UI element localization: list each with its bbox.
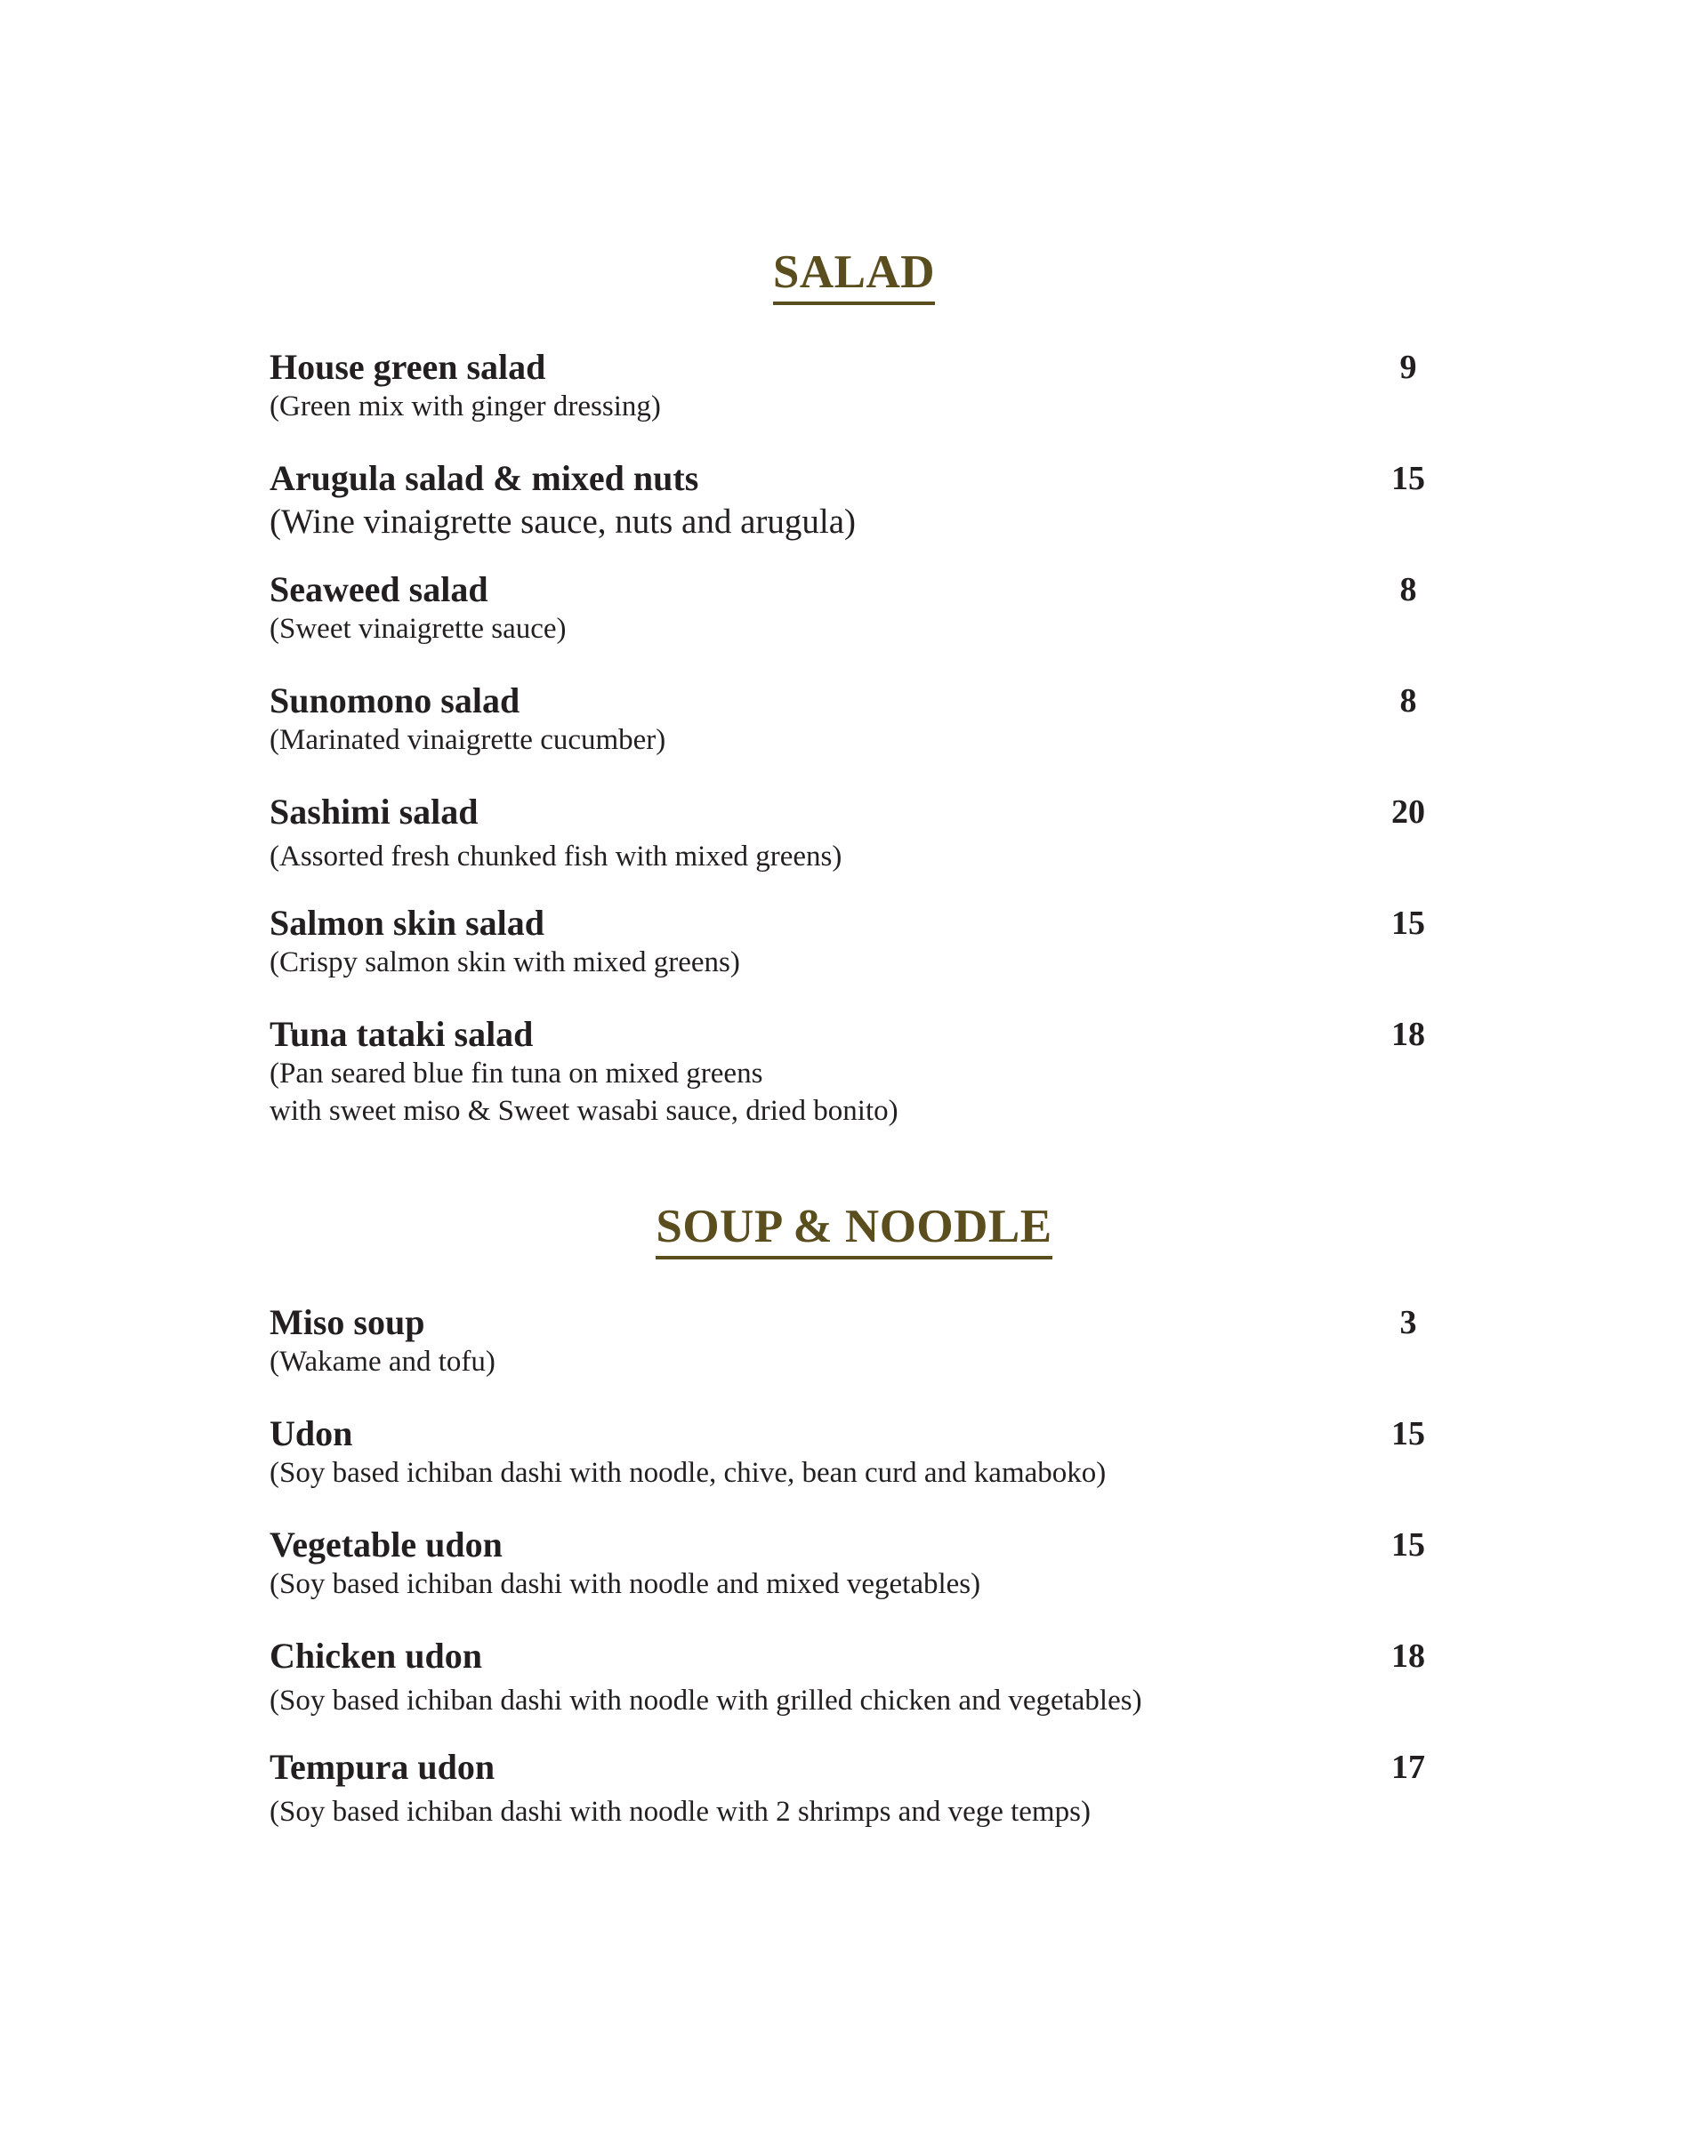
- menu-item: [270, 1747, 1444, 1830]
- menu-item: [270, 1524, 1444, 1603]
- item-price: 15: [1391, 460, 1425, 497]
- item-description: (Crispy salmon skin with mixed greens): [270, 946, 740, 978]
- item-name: Chicken udon: [270, 1636, 482, 1676]
- menu-item: [270, 792, 1444, 875]
- item-description: (Sweet vinaigrette sauce): [270, 613, 567, 645]
- item-name: Salmon skin salad: [270, 903, 545, 943]
- item-description: (Wakame and tofu): [270, 1346, 495, 1378]
- menu-item: [270, 903, 1444, 981]
- item-price: 3: [1399, 1304, 1417, 1341]
- item-name: Sunomono salad: [270, 680, 520, 720]
- item-description: (Marinated vinaigrette cucumber): [270, 724, 666, 756]
- item-description-line-2: with sweet miso & Sweet wasabi sauce, dried bonito): [270, 1095, 898, 1127]
- menu-item: [270, 347, 1444, 425]
- item-price: 17: [1391, 1749, 1425, 1786]
- item-price: 9: [1399, 349, 1417, 386]
- menu-item: [270, 680, 1444, 759]
- item-description: (Soy based ichiban dashi with noodle, chive, bean curd and kamaboko): [270, 1457, 1107, 1489]
- item-name: Miso soup: [270, 1302, 425, 1342]
- item-description: (Soy based ichiban dashi with noodle with 2 shrimps and vege temps): [270, 1796, 1091, 1828]
- item-price: 18: [1391, 1637, 1425, 1675]
- item-name: Tempura udon: [270, 1747, 495, 1787]
- item-price: 18: [1391, 1016, 1425, 1053]
- item-price: 8: [1399, 571, 1417, 608]
- menu-item: [270, 1413, 1444, 1492]
- item-description: (Assorted fresh chunked fish with mixed greens): [270, 841, 842, 873]
- item-description: (Soy based ichiban dashi with noodle with grilled chicken and vegetables): [270, 1685, 1142, 1717]
- menu-item: [270, 1014, 1444, 1130]
- item-price: 15: [1391, 905, 1425, 942]
- item-name: Arugula salad & mixed nuts: [270, 458, 699, 498]
- menu-item: [270, 458, 1444, 543]
- menu-item: [270, 1636, 1444, 1719]
- item-price: 15: [1391, 1526, 1425, 1564]
- item-name: Udon: [270, 1413, 353, 1453]
- item-price: 8: [1399, 682, 1417, 720]
- item-name: Tuna tataki salad: [270, 1014, 534, 1054]
- item-description: (Soy based ichiban dashi with noodle and mixed vegetables): [270, 1568, 981, 1600]
- menu-item: [270, 1302, 1444, 1380]
- item-description: (Green mix with ginger dressing): [270, 390, 661, 422]
- item-name: Sashimi salad: [270, 792, 479, 832]
- item-price: 15: [1391, 1415, 1425, 1452]
- section-title-soup-noodle: SOUP & NOODLE: [0, 1201, 1708, 1259]
- item-price: 20: [1391, 793, 1425, 831]
- item-description: (Pan seared blue fin tuna on mixed greens: [270, 1058, 763, 1090]
- item-name: House green salad: [270, 347, 546, 387]
- item-name: Seaweed salad: [270, 569, 488, 609]
- item-description: (Wine vinaigrette sauce, nuts and arugula): [270, 503, 857, 541]
- item-name: Vegetable udon: [270, 1524, 503, 1565]
- menu-item: [270, 569, 1444, 648]
- section-title-salad: SALAD: [0, 246, 1708, 305]
